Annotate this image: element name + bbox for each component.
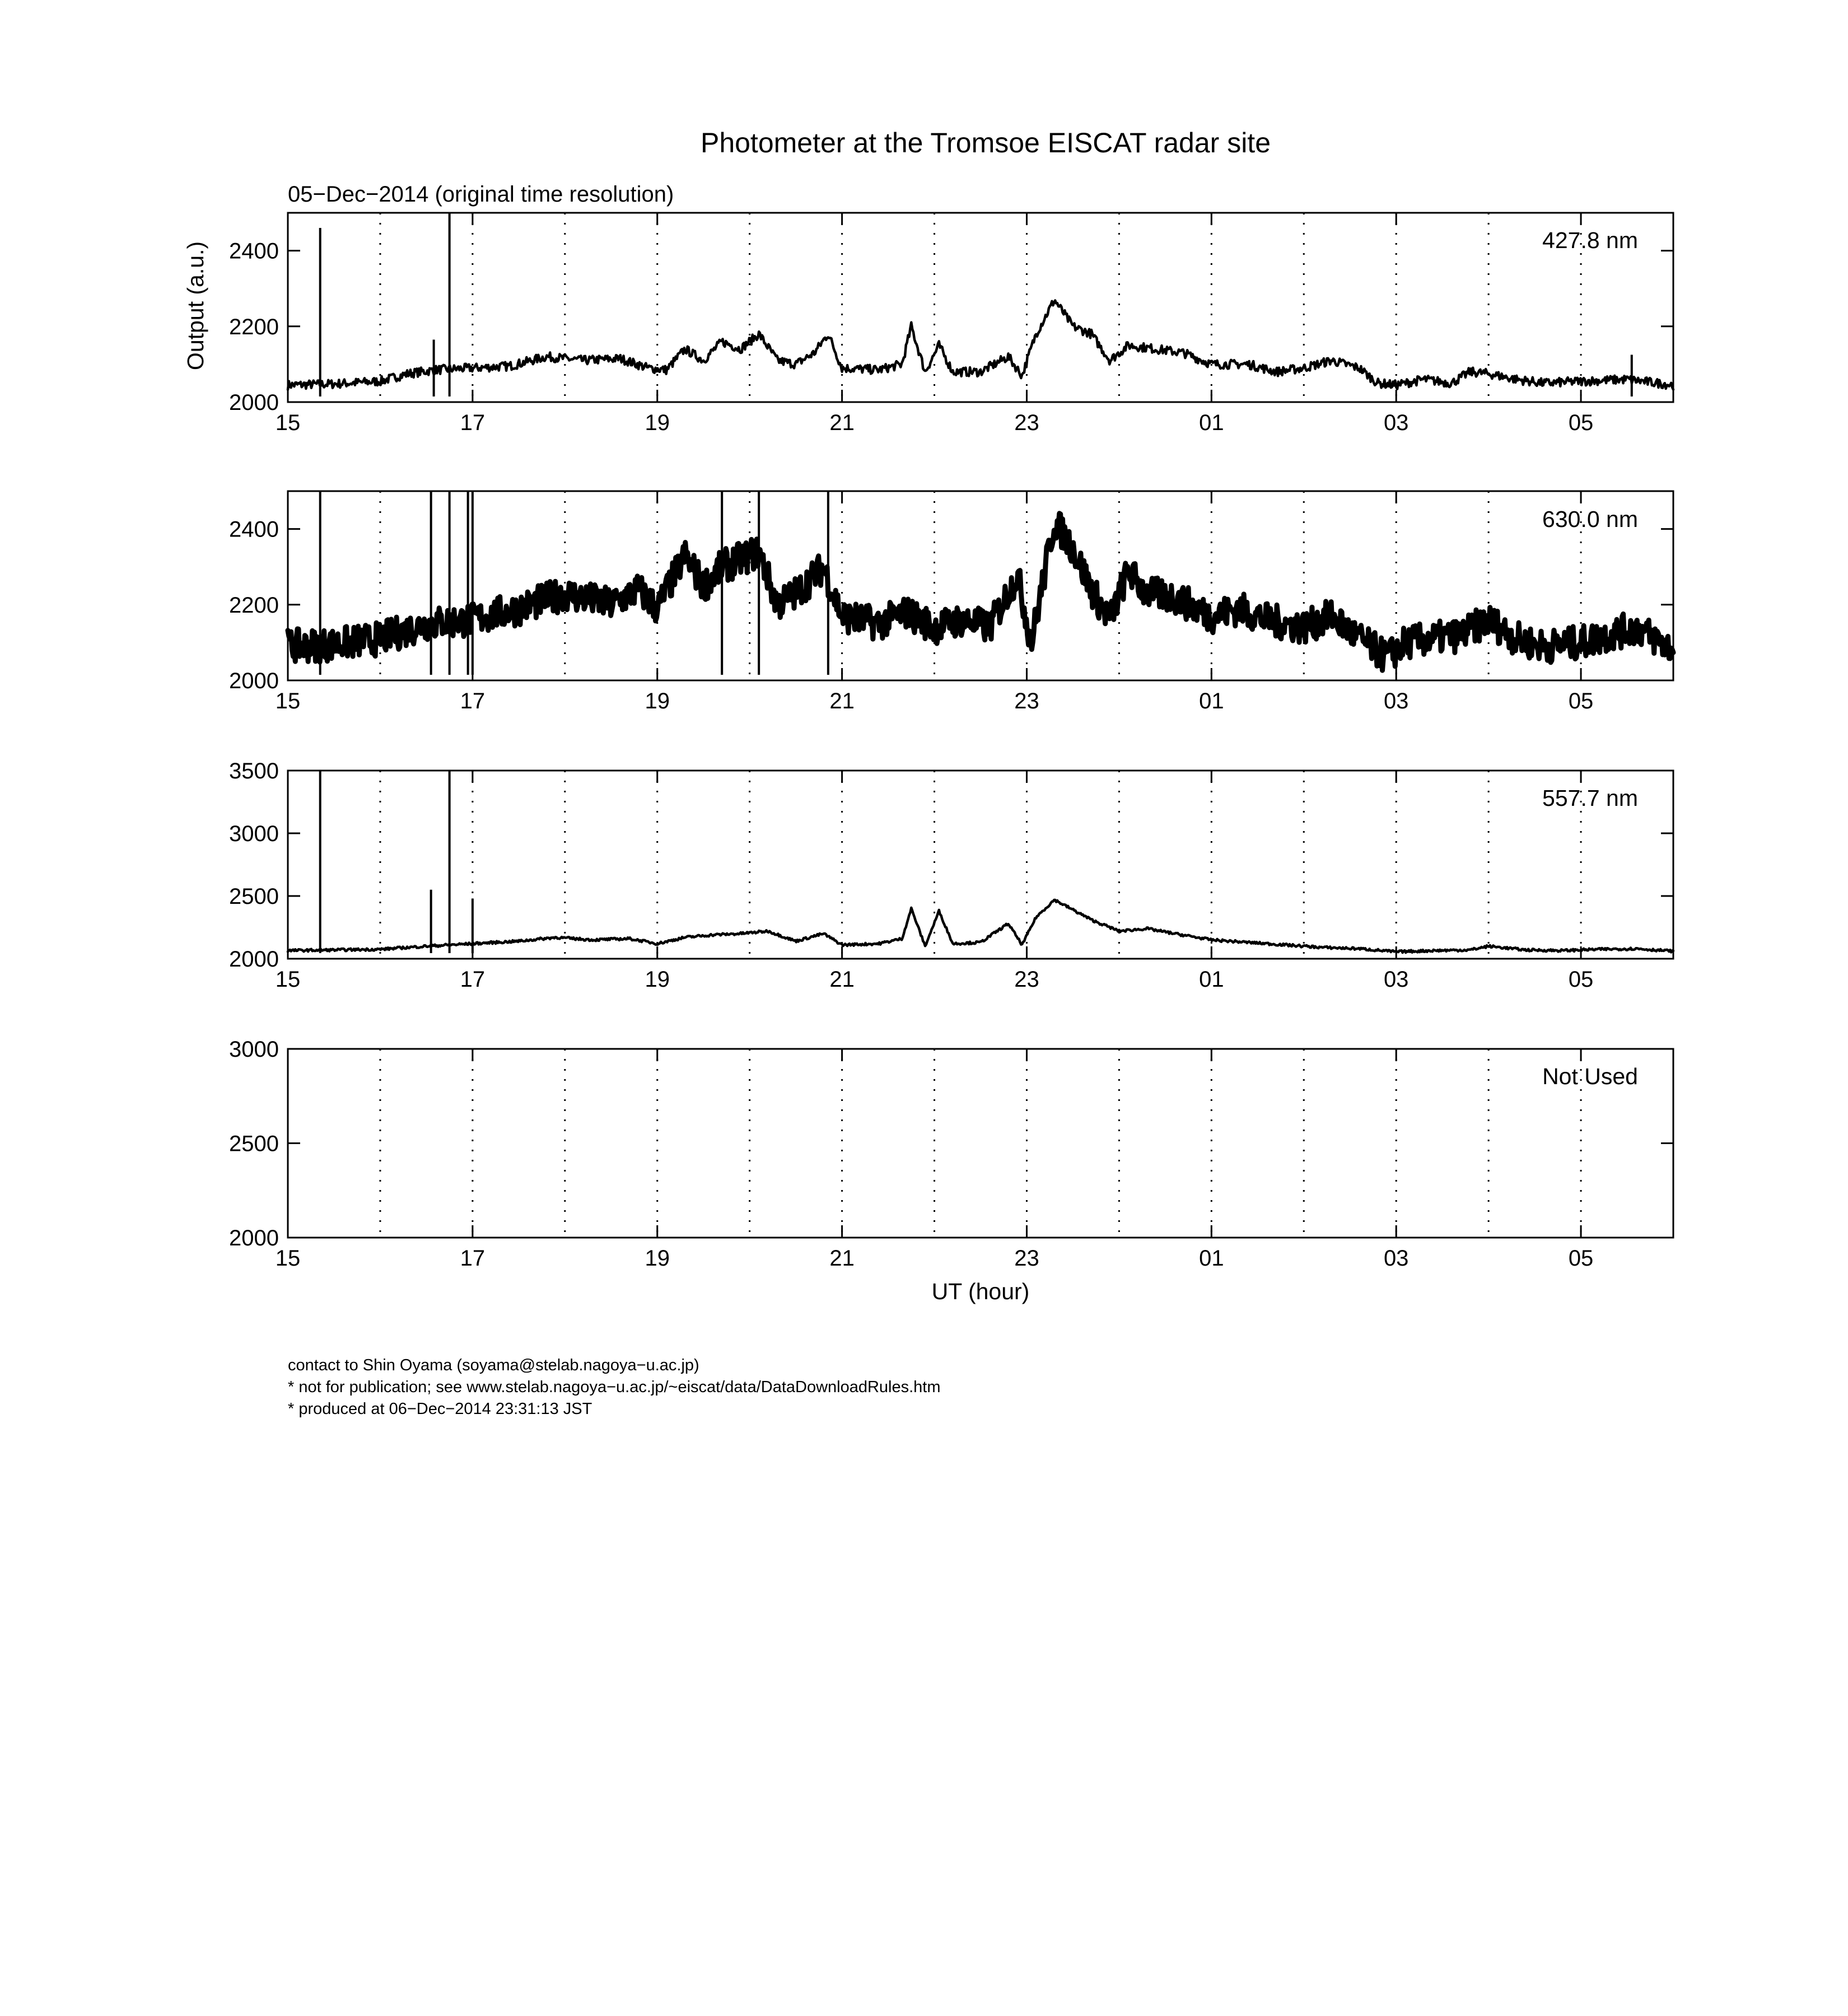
plot-frame [288,491,1673,680]
y-tick-label: 3000 [229,1037,279,1062]
footer-contact: contact to Shin Oyama (soyama@stelab.nagoya−u.ac.jp) [288,1356,699,1374]
x-tick-label: 21 [829,1246,855,1271]
y-tick-label: 2500 [229,884,279,909]
x-tick-label: 15 [275,967,301,992]
x-tick-label: 01 [1199,689,1224,713]
panel-427-8nm-plot [229,213,1673,435]
x-tick-label: 15 [275,1246,301,1271]
panel-427-8nm [183,213,1673,435]
x-tick-label: 05 [1568,689,1594,713]
y-tick-label: 2000 [229,390,279,415]
x-tick-label: 01 [1199,1246,1224,1271]
x-tick-label: 01 [1199,410,1224,435]
panel-427-8nm-ylabel: Output (a.u.) [183,241,208,371]
footer-publication-note: * not for publication; see www.stelab.nagoya−u.ac.jp/~eiscat/data/DataDownloadRules.htm [288,1378,941,1396]
y-tick-label: 3000 [229,822,279,846]
x-tick-label: 19 [645,1246,670,1271]
panel-557-7nm [229,759,1673,992]
y-tick-label: 3500 [229,759,279,783]
x-tick-label: 17 [460,689,486,713]
x-tick-label: 15 [275,689,301,713]
x-tick-label: 17 [460,1246,486,1271]
y-tick-label: 2400 [229,239,279,264]
x-tick-label: 17 [460,967,486,992]
x-tick-label: 19 [645,689,670,713]
footer-notes [288,1356,941,1418]
panel-427-8nm-channel-label: 427.8 nm [1542,227,1638,253]
x-tick-label: 03 [1383,410,1409,435]
series-line [288,900,1673,953]
series-line [288,514,1673,670]
x-tick-label: 23 [1014,1246,1039,1271]
y-tick-label: 2000 [229,669,279,693]
x-tick-label: 05 [1568,410,1594,435]
x-tick-label: 23 [1014,410,1039,435]
panel-not-used-plot [229,1037,1673,1271]
panel-557-7nm-channel-label: 557.7 nm [1542,785,1638,811]
x-tick-label: 21 [829,410,855,435]
y-tick-label: 2000 [229,947,279,972]
panel-630-0nm [229,491,1673,713]
x-tick-label: 23 [1014,689,1039,713]
plot-frame [288,771,1673,959]
y-tick-label: 2200 [229,314,279,339]
plot-frame [288,1049,1673,1238]
figure-subtitle: 05−Dec−2014 (original time resolution) [288,182,674,207]
x-tick-label: 05 [1568,967,1594,992]
x-tick-label: 01 [1199,967,1224,992]
x-tick-label: 03 [1383,1246,1409,1271]
x-tick-label: 19 [645,410,670,435]
panel-not-used [229,1037,1673,1304]
x-tick-label: 03 [1383,967,1409,992]
x-tick-label: 23 [1014,967,1039,992]
panel-630-0nm-plot [229,491,1673,713]
x-axis-label: UT (hour) [931,1278,1030,1304]
footer-produced-at: * produced at 06−Dec−2014 23:31:13 JST [288,1400,592,1418]
x-tick-label: 05 [1568,1246,1594,1271]
y-tick-label: 2200 [229,592,279,618]
x-tick-label: 19 [645,967,670,992]
figure-title: Photometer at the Tromsoe EISCAT radar site [700,127,1271,158]
panel-not-used-channel-label: Not Used [1542,1063,1638,1089]
panel-630-0nm-channel-label: 630.0 nm [1542,506,1638,532]
x-tick-label: 21 [829,967,855,992]
x-tick-label: 03 [1383,689,1409,713]
x-tick-label: 21 [829,689,855,713]
x-tick-label: 17 [460,410,486,435]
y-tick-label: 2000 [229,1226,279,1250]
panel-557-7nm-plot [229,759,1673,992]
series-line [288,301,1673,390]
y-tick-label: 2500 [229,1131,279,1156]
x-tick-label: 15 [275,410,301,435]
y-tick-label: 2400 [229,517,279,542]
